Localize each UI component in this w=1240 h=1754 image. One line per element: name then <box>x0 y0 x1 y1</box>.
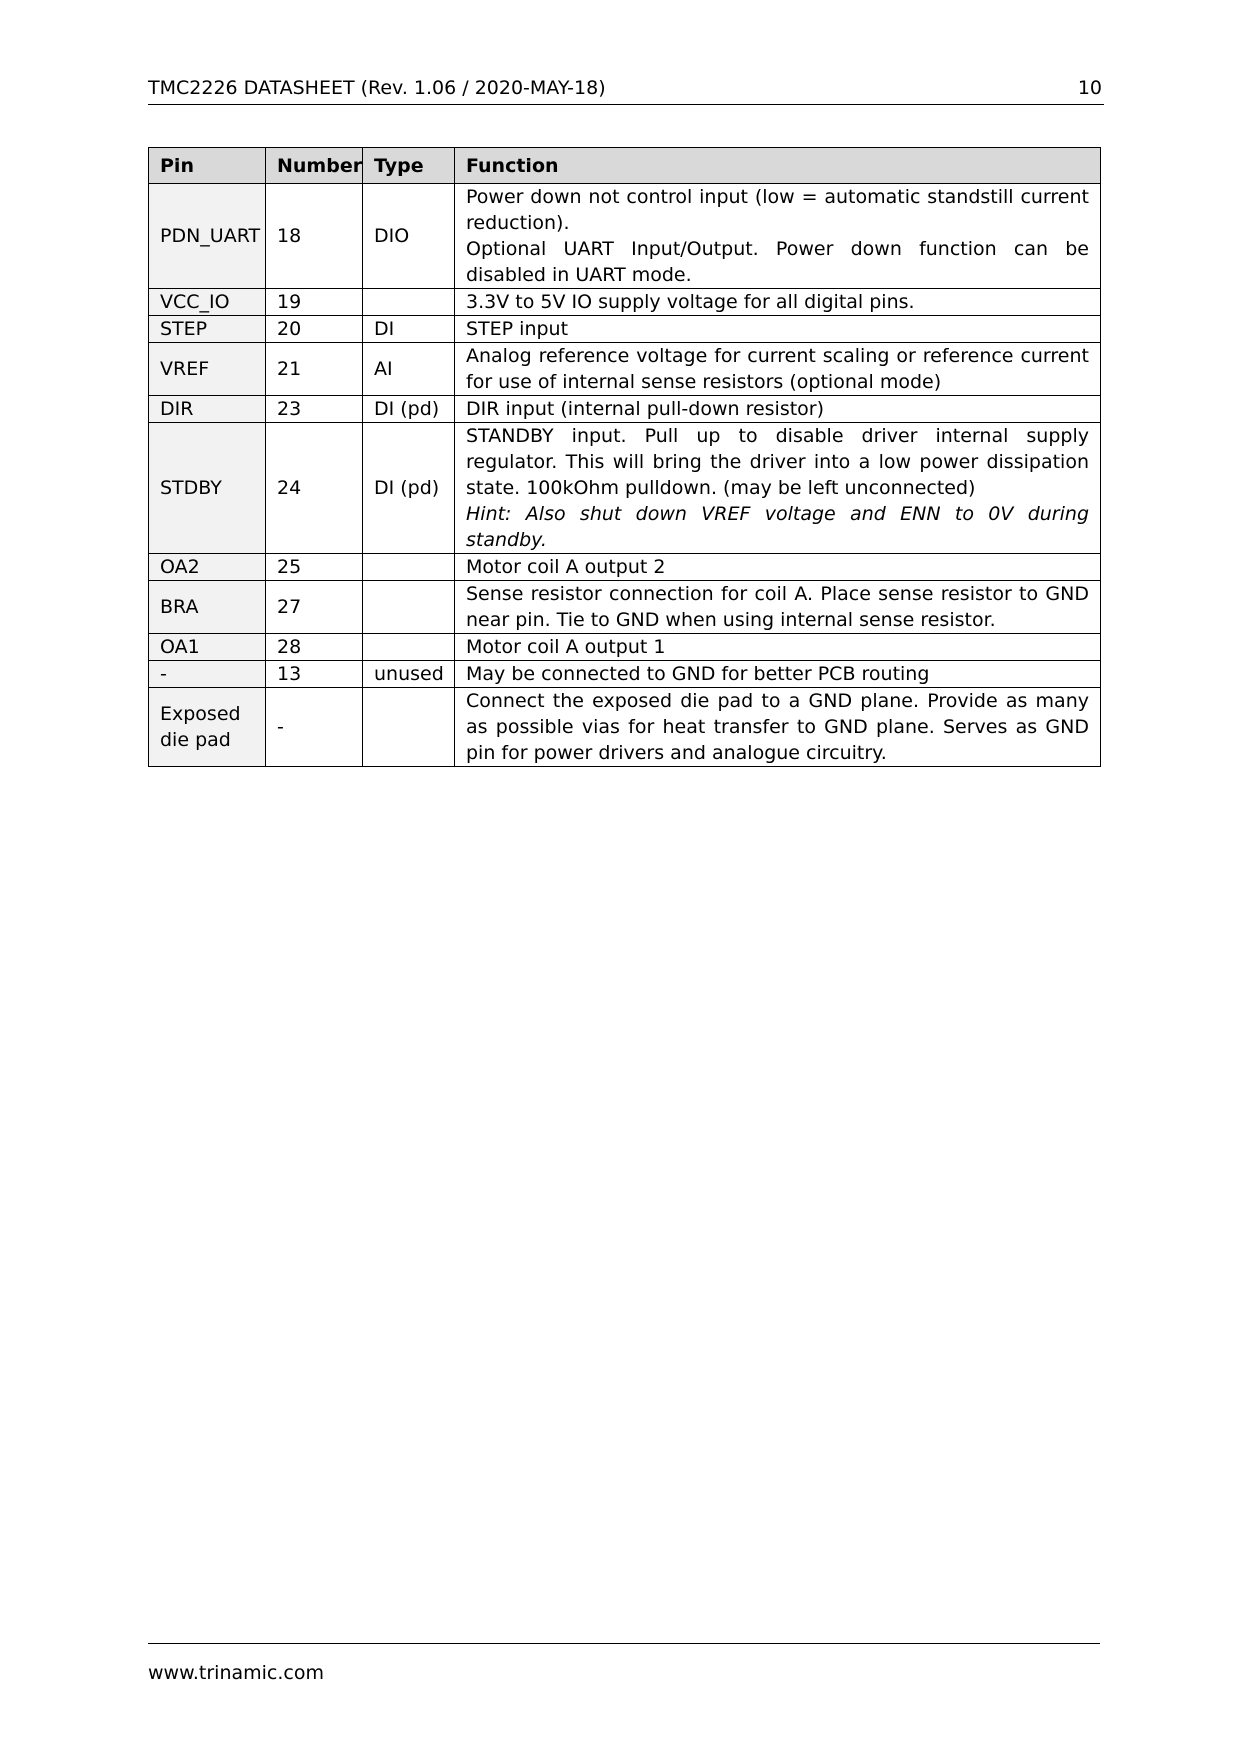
function-text: Motor coil A output 2 <box>466 556 666 578</box>
function-text: 3.3V to 5V IO supply voltage for all digital pins. <box>466 291 915 313</box>
type-cell: AI <box>363 343 455 396</box>
pin-cell: DIR <box>149 396 266 423</box>
function-cell <box>455 661 1101 688</box>
pin-cell: STEP <box>149 316 266 343</box>
pin-function-table <box>148 147 1101 767</box>
function-cell <box>455 688 1101 767</box>
number-cell: 24 <box>266 423 363 554</box>
pin-cell: VREF <box>149 343 266 396</box>
type-cell <box>363 289 455 316</box>
table-row <box>149 688 1101 767</box>
function-hint: Hint: Also shut down VREF voltage and ENN to 0V during standby. <box>466 503 1089 551</box>
footer-url: www.trinamic.com <box>148 1662 324 1684</box>
number-cell: 19 <box>266 289 363 316</box>
number-cell: 18 <box>266 184 363 289</box>
column-header-number: Number <box>266 148 363 184</box>
function-text: STEP input <box>466 318 569 340</box>
pin-cell: VCC_IO <box>149 289 266 316</box>
function-cell <box>455 396 1101 423</box>
function-text: STANDBY input. Pull up to disable driver internal supply regulator. This will bring the driver into a low power dissipation state. 100kOhm pulldown. (may be left unconnected) <box>466 425 1089 499</box>
table-row <box>149 423 1101 554</box>
type-cell: DI <box>363 316 455 343</box>
function-cell <box>455 554 1101 581</box>
function-cell <box>455 423 1101 554</box>
function-cell <box>455 184 1101 289</box>
type-cell: DI (pd) <box>363 423 455 554</box>
function-text: May be connected to GND for better PCB routing <box>466 663 930 685</box>
pin-cell: BRA <box>149 581 266 634</box>
number-cell: 23 <box>266 396 363 423</box>
table-row <box>149 316 1101 343</box>
function-cell <box>455 316 1101 343</box>
function-text: Analog reference voltage for current scaling or reference current for use of internal sense resistors (optional mode) <box>466 345 1089 393</box>
number-cell: - <box>266 688 363 767</box>
function-cell <box>455 289 1101 316</box>
number-cell: 27 <box>266 581 363 634</box>
number-cell: 25 <box>266 554 363 581</box>
type-cell <box>363 581 455 634</box>
number-cell: 28 <box>266 634 363 661</box>
number-cell: 13 <box>266 661 363 688</box>
type-cell: unused <box>363 661 455 688</box>
table-row <box>149 343 1101 396</box>
number-cell: 21 <box>266 343 363 396</box>
function-text: DIR input (internal pull-down resistor) <box>466 398 825 420</box>
table-header-row <box>149 148 1101 184</box>
column-header-function: Function <box>455 148 1101 184</box>
function-text: Power down not control input (low = automatic standstill current reduction). <box>466 186 1089 234</box>
type-cell: DIO <box>363 184 455 289</box>
table-row <box>149 661 1101 688</box>
page-header <box>148 76 1104 105</box>
function-cell <box>455 343 1101 396</box>
pin-cell: PDN_UART <box>149 184 266 289</box>
column-header-type: Type <box>363 148 455 184</box>
table-row <box>149 634 1101 661</box>
pin-cell: STDBY <box>149 423 266 554</box>
table-row <box>149 289 1101 316</box>
type-cell <box>363 688 455 767</box>
pin-cell: - <box>149 661 266 688</box>
pin-cell: OA2 <box>149 554 266 581</box>
number-cell: 20 <box>266 316 363 343</box>
function-text: Optional UART Input/Output. Power down function can be disabled in UART mode. <box>466 238 1089 286</box>
function-text: Sense resistor connection for coil A. Place sense resistor to GND near pin. Tie to GND when using internal sense resistor. <box>466 583 1089 631</box>
function-cell <box>455 634 1101 661</box>
table-row <box>149 581 1101 634</box>
function-text: Motor coil A output 1 <box>466 636 666 658</box>
table-row <box>149 396 1101 423</box>
type-cell <box>363 554 455 581</box>
table-body <box>149 184 1101 767</box>
table-row <box>149 554 1101 581</box>
document-title: TMC2226 DATASHEET (Rev. 1.06 / 2020-MAY-18) <box>148 77 606 99</box>
function-cell <box>455 581 1101 634</box>
table-row <box>149 184 1101 289</box>
type-cell: DI (pd) <box>363 396 455 423</box>
function-text: Connect the exposed die pad to a GND plane. Provide as many as possible vias for heat transfer to GND plane. Serves as GND pin for power drivers and analogue circuitry. <box>466 690 1089 764</box>
column-header-pin: Pin <box>149 148 266 184</box>
page-number: 10 <box>1077 77 1102 99</box>
pin-cell: OA1 <box>149 634 266 661</box>
page-footer <box>148 1643 1100 1684</box>
type-cell <box>363 634 455 661</box>
pin-cell: Exposed die pad <box>149 688 266 767</box>
